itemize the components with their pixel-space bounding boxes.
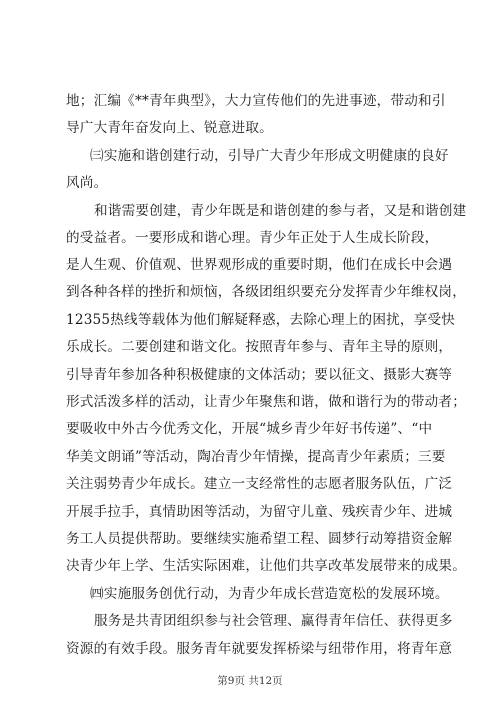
text-line: 资源的有效手段。服务青年就要发挥桥梁与纽带作用，将青年意 bbox=[66, 641, 453, 657]
text-line: 形式活泼多样的活动，让青少年聚焦和谐，做和谐行为的带动者； bbox=[66, 394, 467, 410]
text-line: 开展手拉手，真情助困等活动，为留守儿童、残疾青少年、进城 bbox=[66, 504, 453, 520]
text-line: 风尚。 bbox=[66, 175, 108, 191]
text-line: 地；汇编《**青年典型》，大力宣传他们的先进事迹，带动和引 bbox=[66, 93, 446, 109]
section-heading: ㈣实施服务创优行动，为青少年成长营造宽松的发展环境。 bbox=[90, 586, 449, 602]
text-line: 导广大青年奋发向上、锐意进取。 bbox=[66, 120, 273, 136]
text-line: 服务是共青团组织参与社会管理、赢得青年信任、获得更多 bbox=[94, 613, 453, 629]
text-line: 关注弱势青少年成长。建立一支经常性的志愿者服务队伍，广泛 bbox=[66, 476, 453, 492]
section-heading: ㈢实施和谐创建行动，引导广大青少年形成文明健康的良好 bbox=[90, 148, 449, 164]
text-line: 的受益者。一要形成和谐心理。青少年正处于人生成长阶段， bbox=[66, 230, 439, 246]
text-line: 务工人员提供帮助。要继续实施希望工程、圆梦行动筹措资金解 bbox=[66, 531, 453, 547]
text-line: 要吸收中外古今优秀文化，开展“城乡青少年好书传递”、“中 bbox=[66, 421, 433, 437]
text-line: 到各种各样的挫折和烦恼，各级团组织要充分发挥青少年维权岗， bbox=[66, 284, 467, 300]
text-line: 是人生观、价值观、世界观形成的重要时期，他们在成长中会遇 bbox=[66, 257, 453, 273]
text-line: 决青少年上学、生活实际困难，让他们共享改革发展带来的成果。 bbox=[66, 558, 467, 574]
text-line: 12355热线等载体为他们解疑释惑，去除心理上的困扰，享受快 bbox=[66, 312, 456, 328]
text-line: 乐成长。二要创建和谐文化。按照青年参与、青年主导的原则， bbox=[66, 339, 453, 355]
text-line: 和谐需要创建，青少年既是和谐创建的参与者，又是和谐创建 bbox=[94, 203, 467, 219]
page-footer: 第9页 共12页 bbox=[217, 675, 283, 687]
text-line: 华美文朗诵”等活动，陶冶青少年情操，提高青少年素质；三要 bbox=[66, 449, 446, 465]
text-line: 引导青年参加各种积极健康的文体活动；要以征文、摄影大赛等 bbox=[66, 367, 453, 383]
